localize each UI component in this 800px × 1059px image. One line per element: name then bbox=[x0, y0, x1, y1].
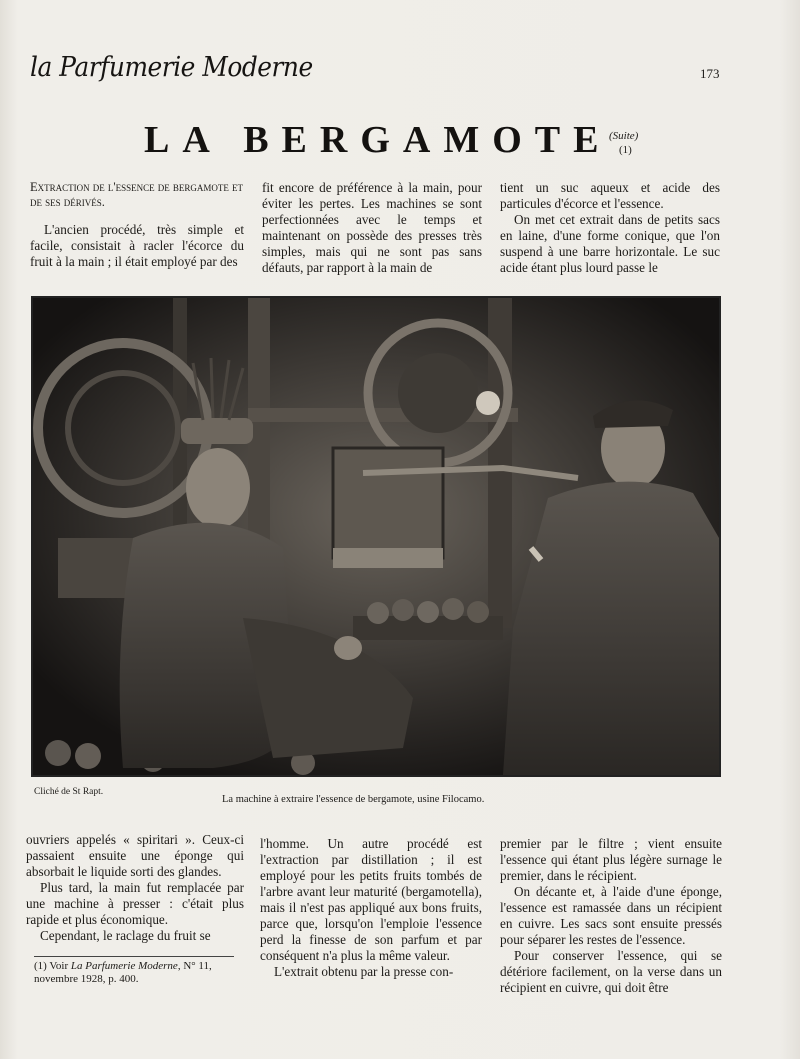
footnote bbox=[34, 960, 242, 986]
top-column-2 bbox=[262, 180, 482, 276]
paragraph: Pour conserver l'essence, qui se détériore facilement, on la verse dans un récipient en cuivre, qui doit être bbox=[500, 948, 722, 995]
paragraph: Cependant, le raclage du fruit se bbox=[40, 928, 211, 943]
paragraph: Plus tard, la main fut remplacée par une machine à presser : c'était plus rapide et plus économique. bbox=[26, 880, 244, 927]
paragraph: fit encore de préférence à la main, pour éviter les pertes. Les machines se sont perfectionnées avec le temps et maintenant on possède des presses très simples, mais qui ne sont pas sans défauts, par rapport à la main de bbox=[262, 180, 482, 275]
top-column-3 bbox=[500, 180, 720, 276]
bottom-column-2 bbox=[260, 836, 482, 980]
paragraph: ouvriers appelés « spiritari ». Ceux-ci passaient ensuite une éponge qui absorbait le liquide sorti des glandes. bbox=[26, 832, 244, 879]
paragraph: On décante et, à l'aide d'une éponge, l'essence est ramassée dans un récipient en cuivre. Les sacs sont ensuite pressés pour séparer les restes de l'essence. bbox=[500, 884, 722, 947]
paragraph: On met cet extrait dans de petits sacs en laine, d'une forme conique, que l'on suspend à une barre horizontale. Le suc acide étant plus lourd passe le bbox=[500, 212, 720, 275]
footnote-magazine: La Parfumerie Moderne bbox=[70, 960, 178, 972]
top-column-1 bbox=[30, 180, 244, 270]
paragraph: tient un suc aqueux et acide des particules d'écorce et l'essence. bbox=[500, 180, 720, 211]
paragraph: premier par le filtre ; vient ensuite l'essence qui étant plus légère surnage le premier, dans le récipient. bbox=[500, 836, 722, 883]
footnote-reference: , N° 11, novembre 1928, p. 400. bbox=[34, 960, 212, 985]
bottom-column-1 bbox=[26, 832, 244, 944]
title-suite: (Suite) bbox=[609, 130, 639, 142]
footnote-divider bbox=[34, 956, 234, 957]
bottom-column-3 bbox=[500, 836, 722, 996]
magazine-masthead: la Parfumerie Moderne bbox=[30, 52, 313, 83]
paragraph: L'extrait obtenu par la presse con- bbox=[274, 964, 454, 979]
photo-illustration bbox=[33, 298, 719, 775]
title-footnote-ref: (1) bbox=[619, 144, 632, 156]
factory-photograph bbox=[31, 296, 721, 777]
section-heading: Extraction de l'essence de bergamote et de ses dérivés. bbox=[30, 180, 244, 209]
paragraph: L'ancien procédé, très simple et facile, consistait à racler l'écorce du fruit à la main ; il était employé par des bbox=[30, 222, 244, 269]
photo-credit: Cliché de St Rapt. bbox=[34, 787, 104, 797]
article-title: LA BERGAMOTE bbox=[144, 119, 612, 161]
footnote-number: (1) Voir bbox=[34, 960, 69, 972]
photo-caption: La machine à extraire l'essence de bergamote, usine Filocamo. bbox=[222, 794, 485, 805]
paragraph: l'homme. Un autre procédé est l'extraction par distillation ; il est employé pour les petits fruits tombés de l'arbre avant leur maturité (bergamotella), mais il n'est pas appliqué aux bons fruits, parce que, lorsqu'on l'emploie l'essence perd la finesse de son parfum et par conséquent n'a plus la même valeur. bbox=[260, 836, 482, 963]
page-number: 173 bbox=[700, 66, 720, 81]
